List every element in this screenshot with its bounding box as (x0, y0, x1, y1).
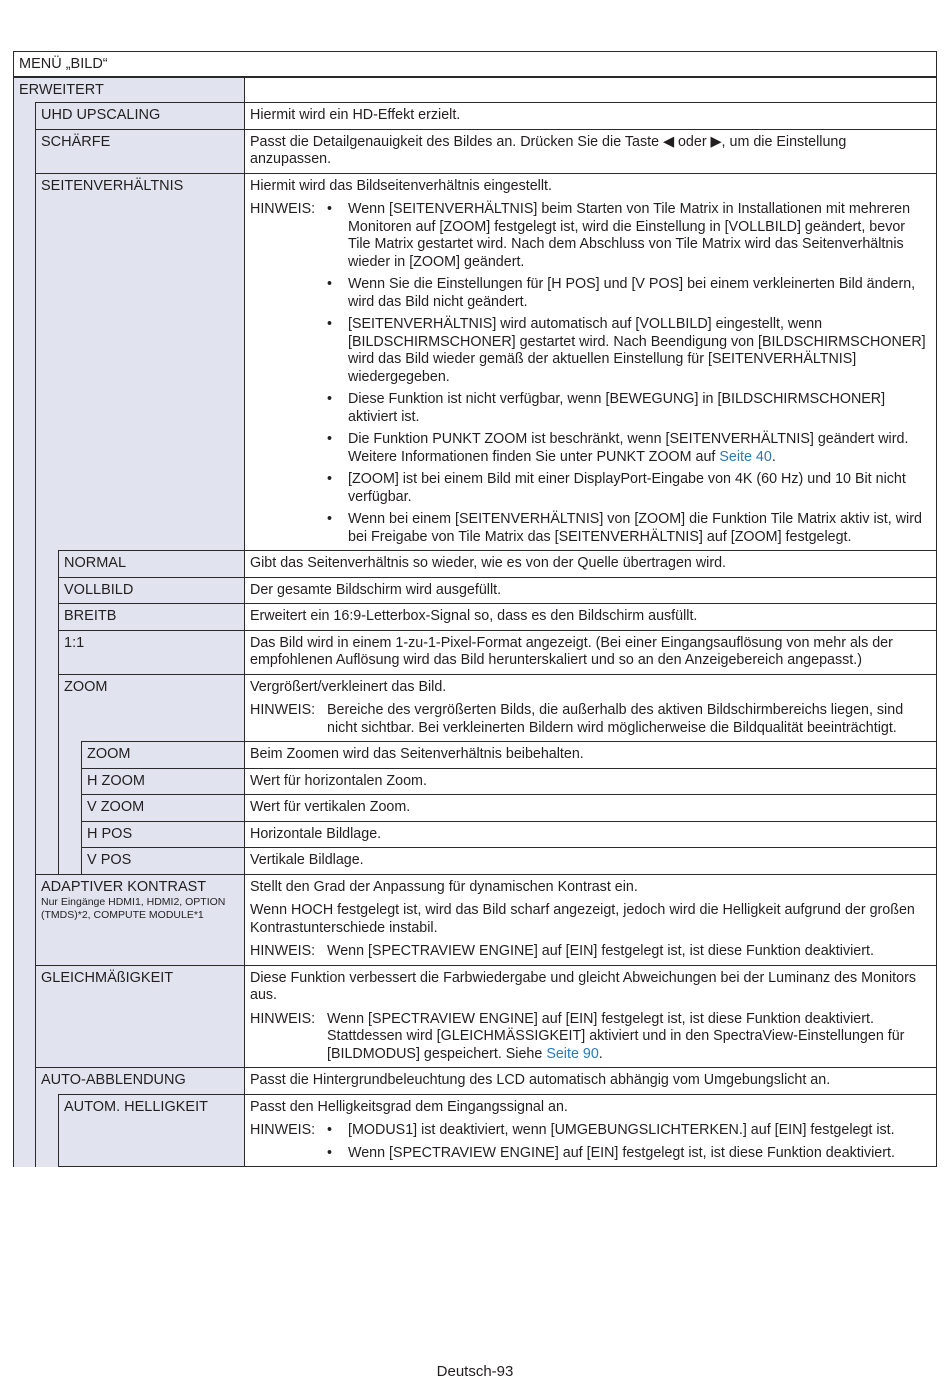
item-name: AUTOM. HELLIGKEIT (58, 1094, 244, 1168)
table-row (13, 603, 937, 630)
bullet-icon: • (327, 431, 333, 447)
desc-text: Stellt den Grad der Anpassung für dynamischen Kontrast ein. (250, 878, 638, 895)
table-row (13, 847, 937, 874)
item-desc: Gibt das Seitenverhältnis so wieder, wie es von der Quelle übertragen wird. (244, 550, 937, 577)
note-label: HINWEIS: (250, 943, 316, 959)
item-name: UHD UPSCALING (35, 102, 244, 129)
page-link[interactable]: Seite 40 (719, 448, 772, 465)
table-row (13, 173, 937, 551)
table-row (13, 965, 937, 1068)
table-row (13, 550, 937, 577)
item-name: GLEICHMÄßIGKEIT (35, 965, 244, 1068)
bullet-icon: • (327, 276, 333, 292)
table-row (13, 674, 937, 742)
item-desc (244, 1094, 937, 1168)
section-row (13, 77, 937, 102)
note-label: HINWEIS: (250, 702, 316, 718)
item-desc: Das Bild wird in einem 1-zu-1-Pixel-Format angezeigt. (Bei einer Eingangsauflösung von mehr als der empfohlenen Auflösung wird das Bild herunterskaliert und so an den Anzeigebereich angepasst.) (244, 630, 937, 674)
bullet-icon: • (327, 511, 333, 527)
item-name: SEITENVERHÄLTNIS (35, 173, 244, 551)
bullet-icon: • (327, 1122, 333, 1138)
table-row (13, 577, 937, 604)
list-item: • Wenn [SPECTRAVIEW ENGINE] auf [EIN] festgelegt ist, ist diese Funktion deaktiviert. (327, 1144, 895, 1161)
item-desc: Beim Zoomen wird das Seitenverhältnis beibehalten. (244, 741, 937, 768)
item-subnote: Nur Eingänge HDMI1, HDMI2, OPTION (TMDS)*2, COMPUTE MODULE*1 (41, 895, 226, 921)
note-text: Wenn [SPECTRAVIEW ENGINE] auf [EIN] festgelegt ist, ist diese Funktion deaktiviert. (327, 943, 874, 959)
page-number: Deutsch-93 (436, 1363, 514, 1380)
menu-table (13, 51, 937, 1167)
bullet-icon: • (327, 391, 333, 407)
item-name: ZOOM (81, 741, 244, 768)
list-item: • Wenn Sie die Einstellungen für [H POS] und [V POS] bei einem verkleinerten Bild ändern, wird das Bild nicht geändert. (327, 276, 916, 310)
desc-text: Passt den Helligkeitsgrad dem Eingangssignal an. (250, 1098, 568, 1115)
item-name: H ZOOM (81, 768, 244, 795)
page-link[interactable]: Seite 90 (546, 1045, 599, 1062)
menu-title: MENÜ „BILD“ (13, 51, 937, 77)
bullet-icon: • (327, 471, 333, 487)
note-label: HINWEIS: (250, 1010, 316, 1027)
section-name: ERWEITERT (13, 77, 244, 102)
note-text: Wenn [SPECTRAVIEW ENGINE] auf [EIN] festgelegt ist, ist diese Funktion deaktiviert. Stattdessen wird [GLEICHMÄSSIGKEIT] aktiviert und in den SpectraView-Einstellungen für [BILDMODUS] gespeichert. Siehe Seite 90. (327, 1010, 905, 1062)
item-desc (244, 874, 937, 965)
table-row (13, 129, 937, 173)
list-item: • Diese Funktion ist nicht verfügbar, wenn [BEWEGUNG] in [BILDSCHIRMSCHONER] aktiviert ist. (327, 391, 886, 425)
table-row (13, 1067, 937, 1094)
bullet-icon: • (327, 201, 333, 217)
menu-title-row (13, 51, 937, 77)
list-item: • Wenn [SEITENVERHÄLTNIS] beim Starten von Tile Matrix in Installationen mit mehreren Monitoren auf [ZOOM] festgelegt ist, wird die Einstellung in [VOLLBILD] geändert, bevor Tile Matrix gestartet wird. Nach dem Abschluss von Tile Matrix wird das Seitenverhältnis wieder in [ZOOM] geändert. (327, 201, 911, 270)
item-desc: Passt die Hintergrundbeleuchtung des LCD automatisch abhängig vom Umgebungslicht an. (244, 1067, 937, 1094)
item-name: NORMAL (58, 550, 244, 577)
note-block (250, 702, 931, 737)
table-row (13, 794, 937, 821)
desc-text: Vergrößert/verkleinert das Bild. (250, 678, 447, 695)
note-block (250, 1122, 931, 1162)
bullet-icon: • (327, 1144, 333, 1161)
item-name: H POS (81, 821, 244, 848)
note-text: Bereiche des vergrößerten Bilds, die außerhalb des aktiven Bildschirmbereichs liegen, sind nicht sichtbar. Bei verkleinerten Bildern wird möglicherweise die Bildqualität beeinträchtigt. (327, 702, 904, 736)
item-desc (244, 965, 937, 1068)
list-item: • [SEITENVERHÄLTNIS] wird automatisch auf [VOLLBILD] eingestellt, wenn [BILDSCHIRMSCHONER] gestartet wird. Nach Beendigung von [BILDSCHIRMSCHONER] wird das Bild wieder gemäß der aktuellen Einstellung für [SEITENVERHÄLTNIS] wiedergegeben. (327, 316, 926, 385)
item-name: V POS (81, 847, 244, 874)
item-desc: Wert für vertikalen Zoom. (244, 794, 937, 821)
note-block (250, 1011, 931, 1064)
note-block (250, 201, 931, 546)
item-name: VOLLBILD (58, 577, 244, 604)
item-desc: Erweitert ein 16:9-Letterbox-Signal so, dass es den Bildschirm ausfüllt. (244, 603, 937, 630)
note-label: HINWEIS: (250, 201, 316, 217)
list-item: • Die Funktion PUNKT ZOOM ist beschränkt, wenn [SEITENVERHÄLTNIS] geändert wird. Weitere Informationen finden Sie unter PUNKT ZOOM auf Seite 40. (327, 431, 909, 465)
item-name: ZOOM (58, 674, 244, 742)
table-row (13, 874, 937, 965)
item-name: V ZOOM (81, 794, 244, 821)
item-name: AUTO-ABBLENDUNG (35, 1067, 244, 1094)
table-row (13, 741, 937, 768)
section-desc (244, 77, 937, 102)
list-item: • Wenn bei einem [SEITENVERHÄLTNIS] von [ZOOM] die Funktion Tile Matrix aktiv ist, wird bei Freigabe von Tile Matrix das [SEITENVERHÄLTNIS] auf [ZOOM] festgelegt. (327, 511, 922, 545)
desc-text: Diese Funktion verbessert die Farbwiedergabe und gleicht Abweichungen bei der Luminanz des Monitors aus. (250, 969, 916, 1003)
item-name: 1:1 (58, 630, 244, 674)
table-row (13, 1094, 937, 1168)
desc-text: Hiermit wird das Bildseitenverhältnis eingestellt. (250, 177, 552, 194)
item-desc: Passt die Detailgenauigkeit des Bildes an. Drücken Sie die Taste ◀ oder ▶, um die Einstellung anzupassen. (244, 129, 937, 173)
table-row (13, 768, 937, 795)
item-desc: Der gesamte Bildschirm wird ausgefüllt. (244, 577, 937, 604)
desc-text: Wenn HOCH festgelegt ist, wird das Bild scharf angezeigt, jedoch wird die Helligkeit aufgrund der großen Kontrastunterschiede instabil. (250, 902, 915, 936)
list-item: • [ZOOM] ist bei einem Bild mit einer DisplayPort-Eingabe von 4K (60 Hz) und 10 Bit nicht verfügbar. (327, 471, 906, 505)
list-item: • [MODUS1] ist deaktiviert, wenn [UMGEBUNGSLICHTERKEN.] auf [EIN] festgelegt ist. (327, 1122, 895, 1138)
item-name: ADAPTIVER KONTRAST Nur Eingänge HDMI1, HDMI2, OPTION (TMDS)*2, COMPUTE MODULE*1 (35, 874, 244, 965)
table-row (13, 630, 937, 674)
item-desc: Vertikale Bildlage. (244, 847, 937, 874)
item-desc: Wert für horizontalen Zoom. (244, 768, 937, 795)
item-desc: Hiermit wird ein HD-Effekt erzielt. (244, 102, 937, 129)
item-desc (244, 173, 937, 551)
table-row (13, 821, 937, 848)
bullet-icon: • (327, 316, 333, 332)
note-list (327, 201, 931, 546)
note-list (327, 1122, 931, 1162)
item-name: BREITB (58, 603, 244, 630)
note-block (250, 943, 931, 961)
item-desc (244, 674, 937, 742)
item-desc: Horizontale Bildlage. (244, 821, 937, 848)
note-label: HINWEIS: (250, 1122, 316, 1138)
item-name: SCHÄRFE (35, 129, 244, 173)
table-row (13, 102, 937, 129)
